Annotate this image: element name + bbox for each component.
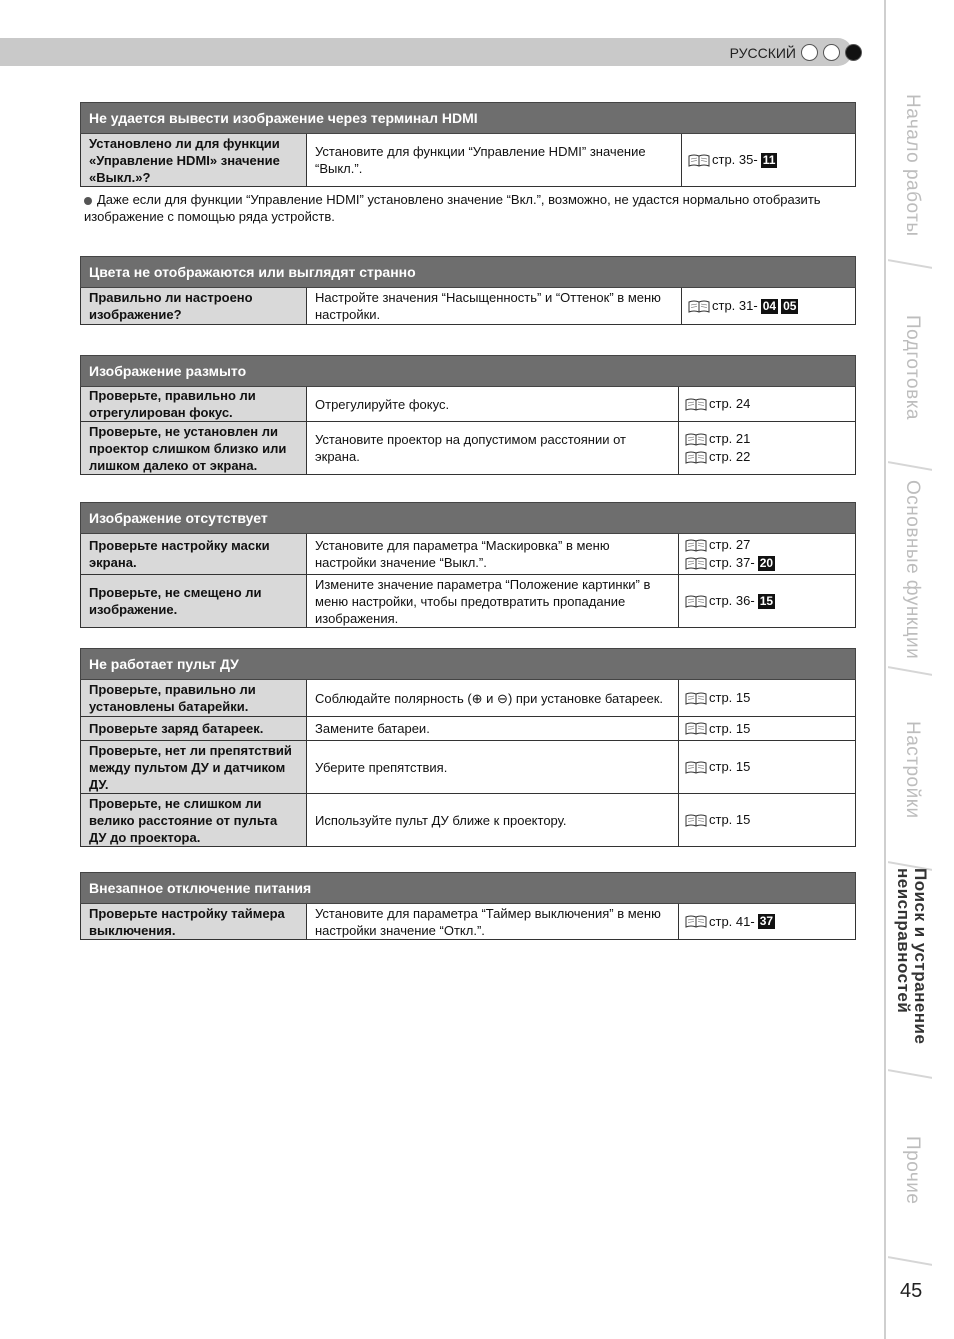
- page-reference-text: стр. 36-: [709, 593, 755, 608]
- section-title: Цвета не отображаются или выглядят странно: [80, 256, 856, 288]
- check-cell: Установлено ли для функции «Управление HDMI» значение «Выкл.»?: [81, 134, 307, 186]
- page-badge: 37: [759, 914, 774, 928]
- book-icon: [685, 722, 707, 735]
- section-title: Внезапное отключение питания: [80, 872, 856, 904]
- top-bar: [0, 38, 852, 66]
- page-reference-text: стр. 21: [709, 431, 751, 446]
- reference-cell: [679, 680, 855, 716]
- book-icon: [688, 300, 710, 313]
- page-reference: [688, 151, 849, 169]
- action-cell: Отрегулируйте фокус.: [307, 387, 679, 421]
- check-cell: Проверьте, не слишком ли велико расстояние от пульта ДУ до проектора.: [81, 794, 307, 846]
- action-cell: Измените значение параметра “Положение картинки” в меню настройки, чтобы предотвратить пропадание изображения.: [307, 575, 679, 627]
- book-icon: [688, 154, 710, 167]
- page-reference-text: стр. 15: [709, 690, 751, 705]
- page-reference: [685, 913, 849, 931]
- reference-cell: [679, 575, 855, 627]
- table-row: [80, 288, 856, 325]
- sidebar-tab[interactable]: [890, 868, 934, 1073]
- page-reference: [688, 297, 849, 315]
- reference-cell: [679, 741, 855, 793]
- page-reference: [685, 554, 849, 572]
- page-reference: [685, 811, 849, 829]
- book-icon: [685, 557, 707, 570]
- reference-cell: [682, 288, 855, 324]
- page-reference: [685, 536, 849, 554]
- book-icon: [685, 761, 707, 774]
- check-cell: Проверьте, не смещено ли изображение.: [81, 575, 307, 627]
- chapter-sidebar: [884, 0, 954, 1339]
- page-reference: [685, 395, 849, 413]
- table-row: [80, 717, 856, 741]
- action-cell: Настройте значения “Насыщенность” и “Оттенок” в меню настройки.: [307, 288, 682, 324]
- table-row: [80, 134, 856, 187]
- section-title: Не работает пульт ДУ: [80, 648, 856, 680]
- section-table: [80, 872, 856, 940]
- language-indicator: [730, 44, 862, 61]
- table-row: [80, 680, 856, 717]
- sidebar-tab-label: Подготовка: [902, 314, 923, 420]
- page-badge: 20: [759, 555, 774, 570]
- table-row: [80, 904, 856, 940]
- page-reference-text: стр. 15: [709, 812, 751, 827]
- page-reference: [685, 592, 849, 610]
- check-cell: Проверьте, не установлен ли проектор слишком близко или лишком далеко от экрана.: [81, 422, 307, 474]
- check-cell: Проверьте настройку маски экрана.: [81, 534, 307, 574]
- action-cell: Соблюдайте полярность (⊕ и ⊖) при установке батареек.: [307, 680, 679, 716]
- page-reference-text: стр. 15: [709, 720, 751, 736]
- sidebar-tab-label: Настройки: [902, 721, 923, 819]
- page-reference-text: стр. 41-: [709, 913, 755, 929]
- language-label: РУССКИЙ: [729, 44, 796, 61]
- table-row: [80, 794, 856, 847]
- reference-cell: [682, 134, 855, 186]
- section-title: Изображение размыто: [80, 355, 856, 387]
- hdmi-note: [84, 191, 824, 225]
- table-row: [80, 534, 856, 575]
- check-cell: Проверьте заряд батареек.: [81, 717, 307, 740]
- section-table: [80, 648, 856, 847]
- page-reference-text: стр. 31-: [712, 298, 758, 313]
- check-cell: Проверьте, нет ли препятствий между пультом ДУ и датчиком ДУ.: [81, 741, 307, 793]
- page-badge: 15: [759, 593, 774, 608]
- sidebar-tab[interactable]: [890, 270, 934, 465]
- page-reference-text: стр. 35-: [712, 152, 758, 167]
- page-reference: [685, 758, 849, 776]
- page-reference-text: стр. 37-: [709, 555, 755, 570]
- reference-cell: [679, 717, 855, 740]
- table-row: [80, 387, 856, 422]
- action-cell: Установите для функции “Управление HDMI” значение “Выкл.”.: [307, 134, 682, 186]
- check-cell: Проверьте настройку таймера выключения.: [81, 904, 307, 939]
- page-reference: [685, 448, 849, 466]
- book-icon: [685, 595, 707, 608]
- sidebar-divider: [884, 0, 886, 1339]
- book-icon: [685, 398, 707, 411]
- reference-cell: [679, 904, 855, 939]
- page-reference: [685, 689, 849, 707]
- page-reference: [685, 430, 849, 448]
- table-row: [80, 575, 856, 628]
- sidebar-tab[interactable]: [890, 1080, 934, 1260]
- book-icon: [685, 814, 707, 827]
- page-reference-text: стр. 22: [709, 449, 751, 464]
- section-table: [80, 502, 856, 628]
- table-row: [80, 741, 856, 794]
- section-table: [80, 355, 856, 475]
- bullet-icon: [84, 197, 92, 205]
- sidebar-tab-label: Поиск и устранение неисправностей: [894, 868, 930, 1045]
- check-cell: Проверьте, правильно ли установлены батарейки.: [81, 680, 307, 716]
- note-text: Даже если для функции “Управление HDMI” установлено значение “Вкл.”, возможно, не удастся нормально отобразить изображение с помощью ряда устройств.: [84, 192, 821, 224]
- section-title: Не удается вывести изображение через терминал HDMI: [80, 102, 856, 134]
- reference-cell: [679, 794, 855, 846]
- table-row: [80, 422, 856, 475]
- book-icon: [685, 433, 707, 446]
- page-badge: 05: [783, 298, 797, 313]
- section-table: [80, 102, 856, 187]
- section-table: [80, 256, 856, 325]
- check-cell: Проверьте, правильно ли отрегулирован фокус.: [81, 387, 307, 421]
- sidebar-tab-label: Основные функции: [902, 480, 923, 660]
- page-reference: [685, 720, 849, 738]
- action-cell: Установите для параметра “Таймер выключения” в меню настройки значение “Откл.”.: [307, 904, 679, 939]
- page-reference-text: стр. 15: [709, 759, 751, 774]
- action-cell: Используйте пульт ДУ ближе к проектору.: [307, 794, 679, 846]
- book-icon: [685, 539, 707, 552]
- page-badge: 11: [762, 152, 776, 167]
- section-title: Изображение отсутствует: [80, 502, 856, 534]
- sidebar-tab[interactable]: [890, 675, 934, 865]
- action-cell: Уберите препятствия.: [307, 741, 679, 793]
- reference-cell: [679, 534, 855, 574]
- check-cell: Правильно ли настроено изображение?: [81, 288, 307, 324]
- page-reference-text: стр. 24: [709, 396, 751, 411]
- book-icon: [685, 451, 707, 464]
- action-cell: Замените батареи.: [307, 717, 679, 740]
- book-icon: [685, 915, 707, 928]
- circle-filled-icon: [845, 44, 862, 61]
- sidebar-tab-label: Начало работы: [902, 94, 923, 237]
- reference-cell: [679, 422, 855, 474]
- sidebar-tab[interactable]: [890, 470, 934, 670]
- book-icon: [685, 692, 707, 705]
- sidebar-tab[interactable]: [890, 68, 934, 263]
- page-number: 45: [900, 1280, 923, 1302]
- action-cell: Установите проектор на допустимом расстоянии от экрана.: [307, 422, 679, 474]
- circle-empty-icon: [823, 44, 840, 61]
- sidebar-tab-label: Прочие: [902, 1135, 923, 1205]
- page-reference-text: стр. 27: [709, 537, 751, 552]
- reference-cell: [679, 387, 855, 421]
- circle-empty-icon: [801, 44, 818, 61]
- page-badge: 04: [762, 298, 777, 313]
- action-cell: Установите для параметра “Маскировка” в меню настройки значение “Выкл.”.: [307, 534, 679, 574]
